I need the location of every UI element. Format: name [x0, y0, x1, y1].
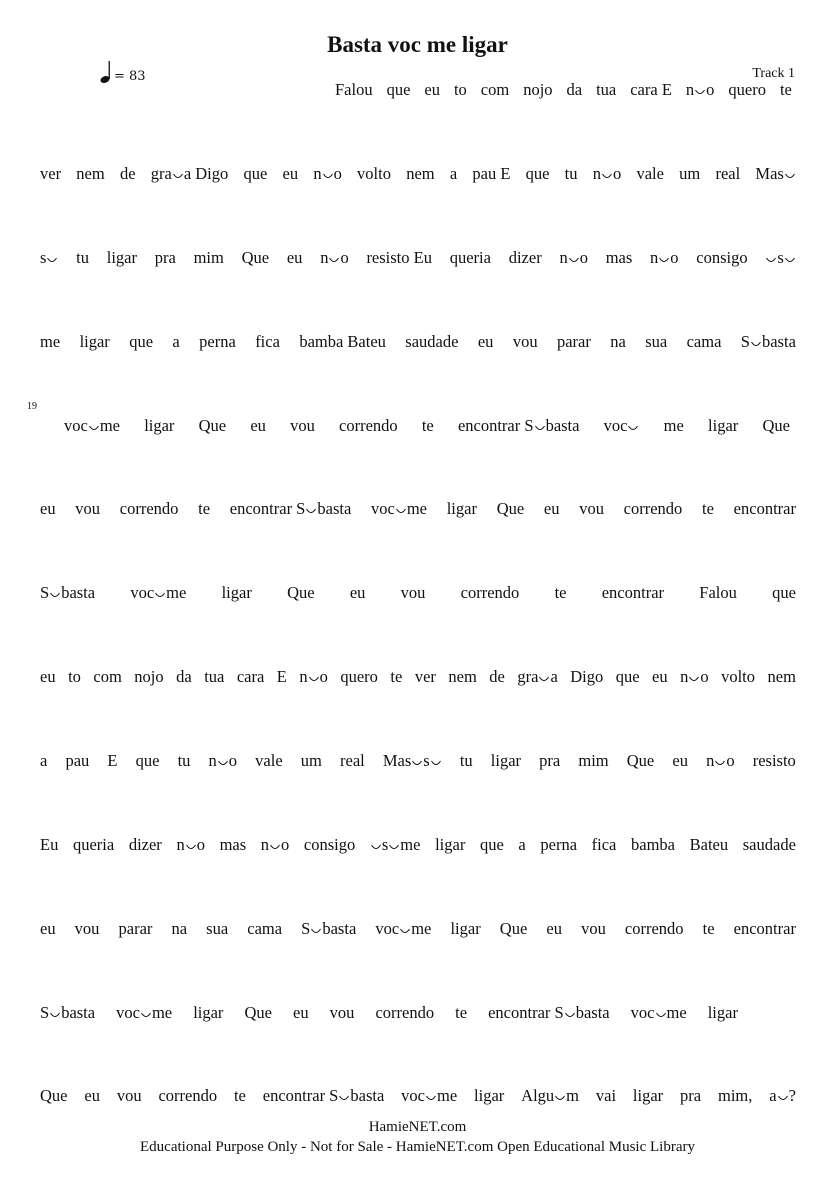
- lyric-syllable: correndo: [460, 583, 520, 602]
- lyric-syllable: pra: [539, 751, 561, 770]
- elision-tie-icon: [306, 508, 316, 518]
- lyric-syllable: pau: [65, 751, 90, 770]
- elision-tie-icon: [50, 592, 60, 602]
- lyric-syllable: encontrar S basta: [488, 1003, 610, 1022]
- elision-tie-icon: [141, 1012, 151, 1022]
- lyric-line: [40, 667, 796, 689]
- lyric-syllable: n o: [313, 164, 342, 183]
- elision-tie-icon: [389, 844, 399, 854]
- lyric-syllable: volto: [721, 667, 756, 686]
- lyric-syllable: Falou: [335, 80, 373, 99]
- lyric-syllable: correndo: [624, 919, 684, 938]
- lyric-syllable: eu: [477, 332, 494, 351]
- lyric-syllable: de: [489, 667, 505, 686]
- elision-tie-icon: [766, 257, 776, 267]
- lyric-syllable: Que: [499, 919, 528, 938]
- lyric-syllable: te: [702, 919, 715, 938]
- elision-tie-icon: [569, 257, 579, 267]
- lyric-syllable: dizer: [508, 248, 542, 267]
- lyric-syllable: vale: [636, 164, 664, 183]
- elision-tie-icon: [218, 760, 228, 770]
- lyric-syllable: correndo: [339, 416, 398, 435]
- lyric-syllable: ligar: [708, 416, 739, 435]
- lyric-syllable: um: [300, 751, 322, 770]
- lyric-syllable: eu: [349, 583, 366, 602]
- lyric-syllable: eu: [652, 667, 668, 686]
- lyric-syllable: ligar: [106, 248, 138, 267]
- lyric-syllable: s: [40, 248, 58, 268]
- lyric-syllable: S basta: [40, 583, 96, 602]
- elision-tie-icon: [555, 1095, 565, 1105]
- lyric-line: [40, 332, 796, 354]
- lyric-syllable: mas: [219, 835, 247, 854]
- lyric-syllable: n o: [299, 667, 328, 686]
- lyric-syllable: vou: [512, 332, 538, 351]
- lyric-syllable: Digo: [570, 667, 604, 686]
- lyric-syllable: nem: [76, 164, 105, 183]
- lyric-syllable: n o: [559, 248, 588, 267]
- elision-tie-icon: [751, 341, 761, 351]
- elision-tie-icon: [50, 1012, 60, 1022]
- lyric-syllable: voc me: [64, 416, 120, 435]
- elision-tie-icon: [565, 1012, 575, 1022]
- lyric-syllable: pau E: [472, 164, 511, 183]
- lyric-syllable: saudade: [405, 332, 459, 351]
- lyric-syllable: perna: [540, 835, 578, 854]
- lyric-syllable: Que: [244, 1003, 272, 1022]
- lyric-syllable: com: [93, 667, 122, 686]
- lyric-syllable: a: [40, 751, 48, 770]
- lyric-syllable: vou: [400, 583, 426, 602]
- lyric-syllable: Falou: [699, 583, 737, 602]
- lyric-syllable: bamba Bateu: [299, 332, 386, 351]
- lyric-syllable: ligar: [144, 416, 175, 435]
- elision-tie-icon: [155, 592, 165, 602]
- lyric-syllable: vou: [290, 416, 315, 435]
- lyric-syllable: real: [340, 751, 365, 770]
- elision-tie-icon: [323, 173, 333, 183]
- lyric-syllable: n o: [208, 751, 238, 770]
- lyric-syllable: te: [198, 499, 211, 518]
- lyric-syllable: vou: [579, 499, 604, 518]
- lyric-syllable: n o: [706, 751, 735, 770]
- lyric-line: [64, 416, 790, 438]
- lyric-syllable: a: [518, 835, 526, 854]
- lyric-syllable: ligar: [490, 751, 522, 770]
- lyric-syllable: encontrar S basta: [229, 499, 352, 518]
- lyric-syllable: quero: [340, 667, 378, 686]
- quarter-note-icon: [100, 60, 112, 84]
- lyric-syllable: Que: [40, 1086, 68, 1105]
- lyric-syllable: s me: [370, 835, 421, 855]
- lyric-syllable: n o: [650, 248, 679, 267]
- lyric-syllable: te: [702, 499, 714, 518]
- elision-tie-icon: [89, 425, 99, 435]
- lyric-syllable: vale: [255, 751, 283, 770]
- lyric-syllable: consigo: [303, 835, 356, 854]
- lyric-syllable: eu: [40, 667, 56, 686]
- lyric-syllable: tua: [596, 80, 617, 99]
- tempo-marking: [100, 60, 146, 84]
- lyric-syllable: vou: [116, 1086, 142, 1105]
- lyric-syllable: Mas s: [383, 751, 442, 771]
- lyric-syllable: pra: [680, 1086, 702, 1105]
- lyric-syllable: encontrar: [601, 583, 665, 602]
- lyric-syllable: ver: [414, 667, 436, 686]
- lyric-syllable: Mas: [755, 164, 795, 184]
- lyric-syllable: encontrar S basta: [457, 416, 580, 435]
- lyric-syllable: mim,: [718, 1086, 753, 1105]
- lyric-syllable: que: [386, 80, 411, 99]
- lyric-syllable: S basta: [740, 332, 796, 351]
- lyric-syllable: resisto: [752, 751, 796, 770]
- lyric-syllable: Que: [762, 416, 790, 435]
- lyric-syllable: te: [455, 1003, 468, 1022]
- lyric-syllable: eu: [250, 416, 266, 435]
- lyric-syllable: te: [390, 667, 403, 686]
- elision-tie-icon: [689, 676, 699, 686]
- lyric-syllable: S basta: [40, 1003, 96, 1022]
- lyric-syllable: Algu m: [521, 1086, 579, 1105]
- lyric-syllable: perna: [199, 332, 236, 351]
- lyric-syllable: eu: [40, 499, 56, 518]
- lyric-syllable: to: [68, 667, 81, 686]
- lyric-syllable: volto: [357, 164, 391, 183]
- lyric-syllable: ligar: [632, 1086, 664, 1105]
- lyric-syllable: eu: [84, 1086, 100, 1105]
- lyric-syllable: ligar: [79, 332, 110, 351]
- lyric-syllable: na: [610, 332, 626, 351]
- elision-tie-icon: [785, 257, 795, 267]
- lyric-syllable: que: [135, 751, 160, 770]
- lyric-syllable: ligar: [446, 499, 477, 518]
- lyric-syllable: n o: [680, 667, 709, 686]
- elision-tie-icon: [400, 928, 410, 938]
- lyric-syllable: a ?: [769, 1086, 796, 1105]
- lyric-syllable: cara E: [630, 80, 672, 99]
- lyric-syllable: s: [765, 248, 795, 268]
- elision-tie-icon: [311, 928, 321, 938]
- lyric-syllable: eu: [286, 248, 303, 267]
- lyric-syllable: tu: [177, 751, 191, 770]
- lyric-syllable: de: [119, 164, 136, 183]
- lyric-syllable: tua: [204, 667, 225, 686]
- lyric-syllable: parar: [556, 332, 591, 351]
- elision-tie-icon: [628, 425, 638, 435]
- elision-tie-icon: [715, 760, 725, 770]
- elision-tie-icon: [535, 425, 545, 435]
- lyric-syllable: a: [172, 332, 180, 351]
- lyric-syllable: vou: [74, 919, 100, 938]
- lyric-syllable: voc me: [116, 1003, 173, 1022]
- lyric-line: [40, 1003, 738, 1025]
- elision-tie-icon: [371, 844, 381, 854]
- measure-number: 19: [27, 401, 37, 412]
- lyric-syllable: que: [772, 583, 796, 602]
- lyric-line: [40, 835, 796, 857]
- lyric-syllable: nojo: [523, 80, 553, 99]
- lyric-syllable: S basta: [301, 919, 357, 938]
- lyric-syllable: tu: [459, 751, 473, 770]
- lyric-line: [335, 80, 792, 102]
- lyric-syllable: que: [479, 835, 504, 854]
- lyric-syllable: eu: [543, 499, 560, 518]
- lyric-syllable: da: [566, 80, 583, 99]
- lyric-syllable: Que: [287, 583, 315, 602]
- lyric-syllable: vai: [595, 1086, 617, 1105]
- lyric-syllable: eu: [424, 80, 440, 99]
- lyric-syllable: mas: [605, 248, 633, 267]
- elision-tie-icon: [186, 844, 196, 854]
- lyric-syllable: to: [453, 80, 467, 99]
- lyric-syllable: Bateu: [689, 835, 729, 854]
- lyric-line: [40, 248, 796, 270]
- lyric-syllable: eu: [282, 164, 299, 183]
- lyric-syllable: queria: [449, 248, 491, 267]
- elision-tie-icon: [659, 257, 669, 267]
- lyric-syllable: encontrar S basta: [262, 1086, 385, 1105]
- lyric-syllable: ligar: [707, 1003, 738, 1022]
- lyric-syllable: mim: [193, 248, 224, 267]
- lyric-syllable: voc me: [630, 1003, 687, 1022]
- lyric-syllable: que: [243, 164, 268, 183]
- lyric-syllable: voc me: [371, 499, 427, 518]
- lyric-syllable: ligar: [474, 1086, 505, 1105]
- lyric-syllable: tu: [564, 164, 578, 183]
- lyric-syllable: eu: [672, 751, 688, 770]
- lyric-line: [40, 919, 796, 941]
- lyric-syllable: E: [276, 667, 287, 686]
- lyric-line: [40, 751, 796, 773]
- lyric-syllable: eu: [546, 919, 562, 938]
- elision-tie-icon: [656, 1012, 666, 1022]
- lyric-syllable: consigo: [696, 248, 748, 267]
- lyric-syllable: te: [554, 583, 567, 602]
- lyric-syllable: real: [715, 164, 741, 183]
- lyric-syllable: que: [129, 332, 154, 351]
- lyric-syllable: correndo: [158, 1086, 218, 1105]
- lyric-syllable: gra a Digo: [150, 164, 229, 183]
- lyric-syllable: n o: [320, 248, 349, 267]
- lyric-syllable: um: [679, 164, 701, 183]
- lyric-line: [40, 583, 796, 605]
- lyric-syllable: me: [663, 416, 684, 435]
- lyric-syllable: n o: [176, 835, 205, 854]
- lyric-syllable: cara: [236, 667, 265, 686]
- lyric-syllable: te: [779, 80, 792, 99]
- footer-site: HamieNET.com: [368, 1119, 467, 1135]
- lyric-syllable: cama: [686, 332, 722, 351]
- lyric-syllable: encontrar: [733, 919, 796, 938]
- elision-tie-icon: [412, 760, 422, 770]
- lyric-syllable: gra a: [517, 667, 558, 686]
- lyric-syllable: E: [107, 751, 118, 770]
- lyric-syllable: com: [480, 80, 510, 99]
- elision-tie-icon: [778, 1095, 788, 1105]
- track-label: Track 1: [752, 66, 795, 81]
- lyric-syllable: bamba: [631, 835, 675, 854]
- lyric-syllable: tu: [76, 248, 90, 267]
- lyric-syllable: pra: [154, 248, 176, 267]
- lyric-syllable: ligar: [435, 835, 466, 854]
- lyric-syllable: sua: [645, 332, 668, 351]
- lyric-syllable: vou: [75, 499, 101, 518]
- lyric-syllable: nem: [767, 667, 796, 686]
- lyric-syllable: sua: [206, 919, 229, 938]
- lyric-syllable: me: [40, 332, 61, 351]
- lyric-syllable: voc: [604, 416, 640, 436]
- lyric-syllable: na: [171, 919, 188, 938]
- lyric-syllable: vou: [581, 919, 606, 938]
- page-title: Basta voc me ligar: [327, 32, 508, 57]
- lyric-syllable: mim: [578, 751, 609, 770]
- lyric-syllable: eu: [293, 1003, 309, 1022]
- lyric-syllable: quero: [728, 80, 766, 99]
- lyric-syllable: te: [233, 1086, 246, 1105]
- lyric-syllable: parar: [118, 919, 153, 938]
- lyric-syllable: ligar: [193, 1003, 224, 1022]
- elision-tie-icon: [309, 676, 319, 686]
- elision-tie-icon: [47, 257, 57, 267]
- lyric-syllable: a: [449, 164, 458, 183]
- lyric-syllable: da: [176, 667, 192, 686]
- lyric-syllable: saudade: [742, 835, 796, 854]
- elision-tie-icon: [173, 173, 183, 183]
- lyric-syllable: Que: [626, 751, 655, 770]
- lyric-syllable: n o: [592, 164, 622, 183]
- lyric-syllable: eu: [40, 919, 56, 938]
- lyric-syllable: fica: [255, 332, 280, 351]
- lyric-syllable: voc me: [130, 583, 187, 602]
- lyric-syllable: n o: [685, 80, 715, 99]
- elision-tie-icon: [695, 89, 705, 99]
- lyric-syllable: queria: [72, 835, 115, 854]
- lyric-syllable: correndo: [375, 1003, 435, 1022]
- elision-tie-icon: [270, 844, 280, 854]
- lyric-syllable: voc me: [375, 919, 432, 938]
- lyric-syllable: cama: [247, 919, 283, 938]
- lyric-syllable: voc me: [401, 1086, 458, 1105]
- lyric-line: [40, 164, 796, 186]
- elision-tie-icon: [426, 1095, 436, 1105]
- lyric-syllable: n o: [260, 835, 290, 854]
- lyric-syllable: que: [525, 164, 550, 183]
- lyric-syllable: que: [615, 667, 640, 686]
- lyric-syllable: encontrar: [733, 499, 796, 518]
- lyric-syllable: nem: [406, 164, 435, 183]
- lyric-syllable: Que: [496, 499, 525, 518]
- footer-notice: Educational Purpose Only - Not for Sale - HamieNET.com Open Educational Music Library: [140, 1139, 695, 1155]
- elision-tie-icon: [329, 257, 339, 267]
- lyric-syllable: dizer: [128, 835, 162, 854]
- lyric-syllable: nem: [448, 667, 477, 686]
- lyric-syllable: fica: [591, 835, 617, 854]
- elision-tie-icon: [539, 676, 549, 686]
- lyric-syllable: Que: [241, 248, 270, 267]
- lyric-syllable: ligar: [221, 583, 252, 602]
- lyric-syllable: Que: [198, 416, 227, 435]
- elision-tie-icon: [396, 508, 406, 518]
- lyric-syllable: Eu: [40, 835, 59, 854]
- lyric-line: [40, 499, 796, 521]
- lyric-syllable: nojo: [134, 667, 164, 686]
- elision-tie-icon: [339, 1095, 349, 1105]
- lyric-syllable: ver: [40, 164, 62, 183]
- elision-tie-icon: [785, 173, 795, 183]
- tempo-text: = 83: [114, 69, 146, 84]
- elision-tie-icon: [431, 760, 441, 770]
- lyric-syllable: correndo: [623, 499, 683, 518]
- lyric-syllable: correndo: [119, 499, 179, 518]
- lyric-syllable: te: [421, 416, 434, 435]
- lyric-syllable: vou: [329, 1003, 355, 1022]
- lyric-syllable: resisto Eu: [366, 248, 432, 267]
- lyric-syllable: ligar: [450, 919, 481, 938]
- lyric-line: [40, 1086, 796, 1108]
- elision-tie-icon: [602, 173, 612, 183]
